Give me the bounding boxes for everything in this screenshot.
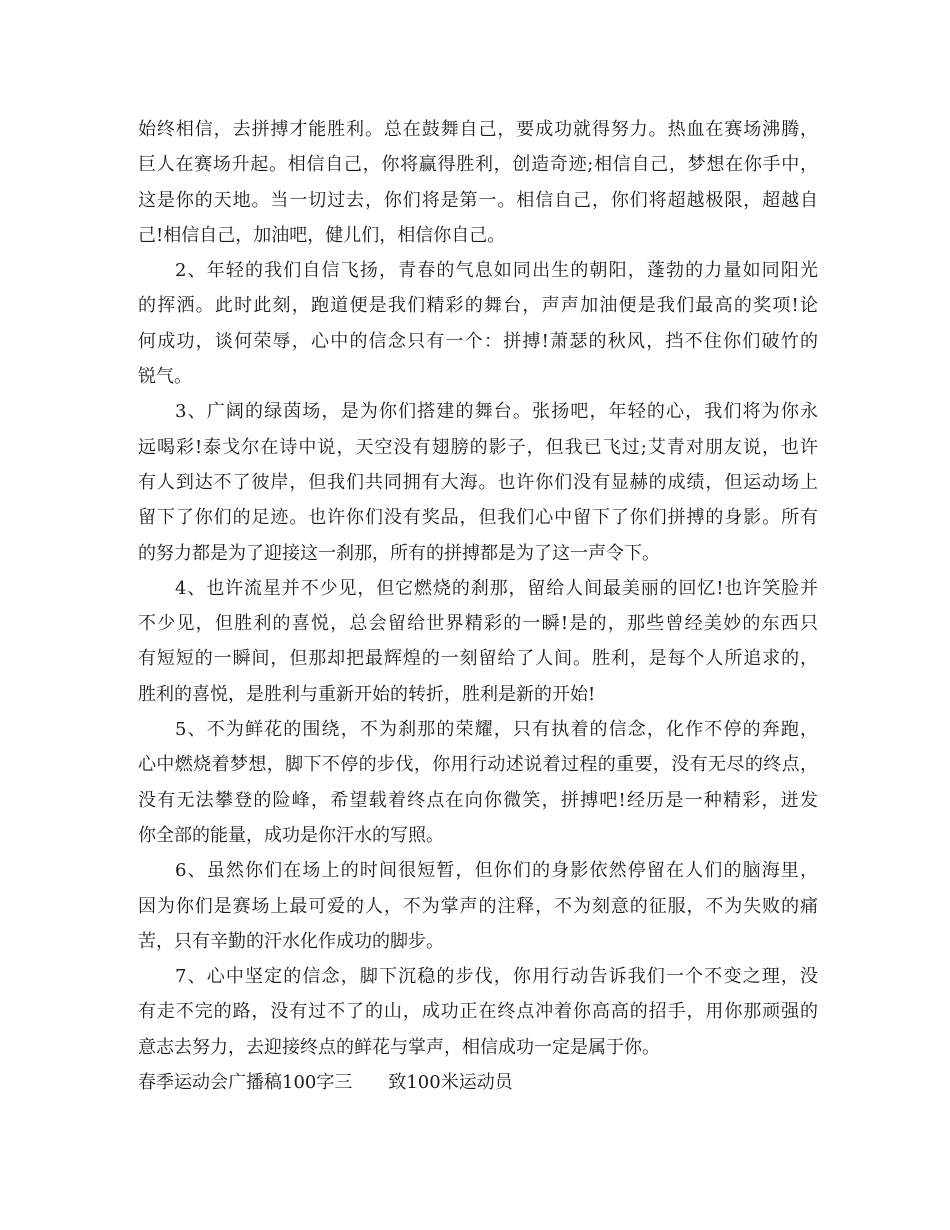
paragraph-3-start: 3、广阔的绿茵场，是为你们搭建的舞台。张扬吧，年轻的心，我们将为你永 <box>175 401 818 423</box>
text-line: 苦，只有辛勤的汗水化作成功的脚步。 <box>138 930 444 952</box>
text-line: 有走不完的路，没有过不了的山，成功正在终点冲着你高高的招手，用你那顽强的 <box>138 1001 818 1023</box>
text-line: 这是你的天地。当一切过去，你们将是第一。相信自己，你们将超越极限，超越自 <box>138 189 818 211</box>
text-line: 心中燃烧着梦想，脚下不停的步伐，你用行动述说着过程的重要，没有无尽的终点， <box>138 754 818 776</box>
text-line: 你全部的能量，成功是你汗水的写照。 <box>138 824 444 846</box>
text-line: 有人到达不了彼岸，但我们共同拥有大海。也许你们没有显赫的成绩，但运动场上 <box>138 471 818 493</box>
text-line: 留下了你们的足迹。也许你们没有奖品，但我们心中留下了你们拼搏的身影。所有 <box>138 507 818 529</box>
paragraph-4-start: 4、也许流星并不少见，但它燃烧的刹那，留给人间最美丽的回忆!也许笑脸并 <box>175 577 818 599</box>
document-body <box>138 112 818 1100</box>
text-line: 远喝彩!泰戈尔在诗中说，天空没有翅膀的影子，但我已飞过;艾青对朋友说，也许 <box>138 436 818 458</box>
text-line: 胜利的喜悦，是胜利与重新开始的转折，胜利是新的开始! <box>138 683 596 705</box>
paragraph-5-start: 5、不为鲜花的围绕，不为刹那的荣耀，只有执着的信念，化作不停的奔跑， <box>175 719 818 741</box>
paragraph-2-start: 2、年轻的我们自信飞扬，青春的气息如同出生的朝阳，蓬勃的力量如同阳光 <box>175 260 818 282</box>
text-line: 不少见，但胜利的喜悦，总会留给世界精彩的一瞬!是的，那些曾经美妙的东西只 <box>138 613 818 635</box>
text-line: 的挥洒。此时此刻，跑道便是我们精彩的舞台，声声加油便是我们最高的奖项!论 <box>138 295 818 317</box>
text-line: 的努力都是为了迎接这一刹那，所有的拼搏都是为了这一声令下。 <box>138 542 660 564</box>
paragraph-6-start: 6、虽然你们在场上的时间很短暂，但你们的身影依然停留在人们的脑海里， <box>175 860 818 882</box>
text-line: 始终相信，去拼搏才能胜利。总在鼓舞自己，要成功就得努力。热血在赛场沸腾， <box>138 119 818 140</box>
text-line: 巨人在赛场升起。相信自己，你将赢得胜利，创造奇迹;相信自己，梦想在你手中， <box>138 154 818 176</box>
paragraph-7-start: 7、心中坚定的信念，脚下沉稳的步伐，你用行动告诉我们一个不变之理，没 <box>175 966 818 988</box>
text-line: 何成功，谈何荣辱，心中的信念只有一个：拼搏!萧瑟的秋风，挡不住你们破竹的 <box>138 330 818 352</box>
section-heading: 春季运动会广播稿100字三 致100米运动员 <box>138 1072 513 1094</box>
text-line: 因为你们是赛场上最可爱的人，不为掌声的注释，不为刻意的征服，不为失败的痛 <box>138 895 818 917</box>
text-line: 没有无法攀登的险峰，希望载着终点在向你微笑，拼搏吧!经历是一种精彩，迸发 <box>138 789 818 811</box>
text-line: 锐气。 <box>138 366 192 388</box>
text-line: 有短短的一瞬间，但那却把最辉煌的一刻留给了人间。胜利，是每个人所追求的， <box>138 648 818 670</box>
text-line: 意志去努力，去迎接终点的鲜花与掌声，相信成功一定是属于你。 <box>138 1036 660 1058</box>
text-line: 己!相信自己，加油吧，健儿们，相信你自己。 <box>138 224 506 246</box>
